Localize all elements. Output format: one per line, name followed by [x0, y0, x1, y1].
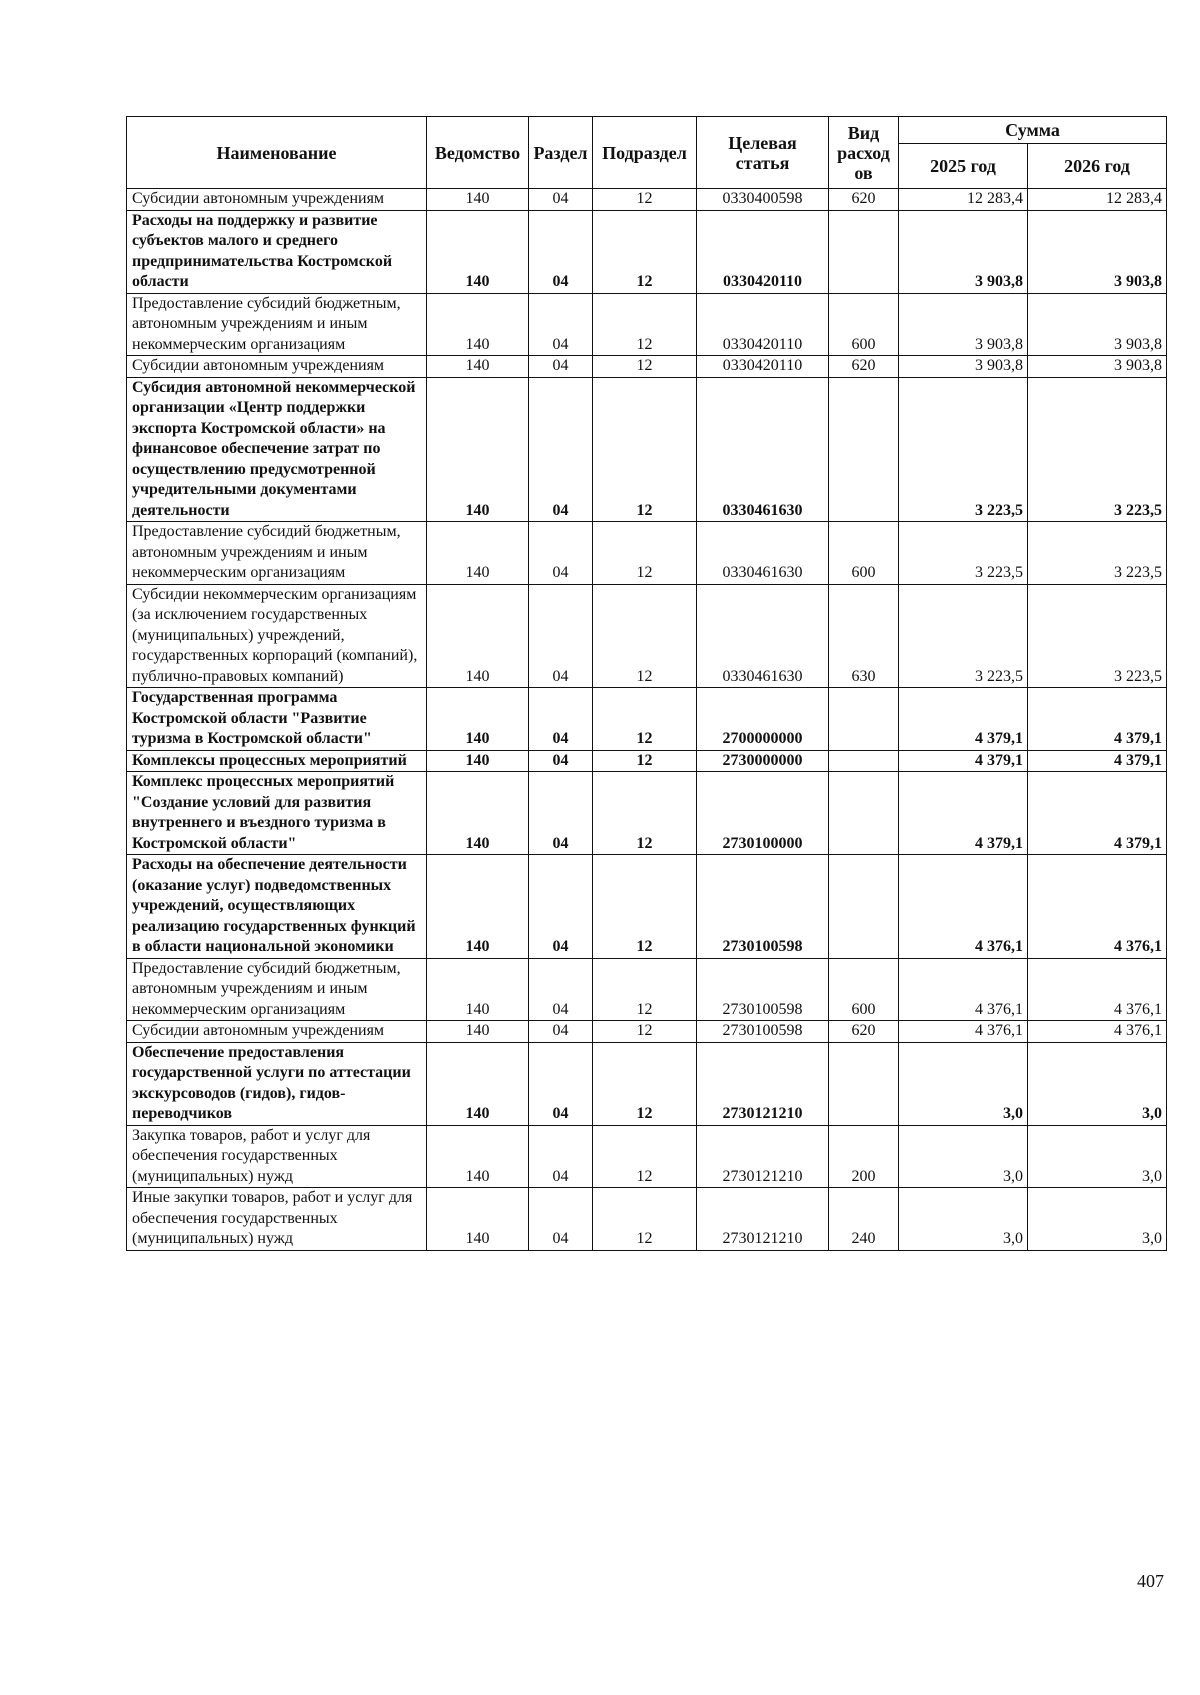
cell-target-article: 0330461630	[697, 522, 829, 585]
cell-department: 140	[427, 293, 529, 356]
cell-sum-2025: 4 379,1	[899, 688, 1028, 751]
cell-sum-2026: 3,0	[1028, 1188, 1167, 1251]
cell-sum-2026: 3 223,5	[1028, 522, 1167, 585]
header-sum: Сумма	[899, 117, 1167, 144]
cell-sum-2025: 3,0	[899, 1125, 1028, 1188]
cell-sum-2026: 4 376,1	[1028, 855, 1167, 959]
cell-name: Субсидии автономным учреждениям	[127, 1021, 427, 1043]
cell-name: Субсидии некоммерческим организациям (за исключением государственных (муниципальных) учреждений, государственных корпораций (компаний), публично-правовых компаний)	[127, 584, 427, 688]
cell-department: 140	[427, 584, 529, 688]
cell-section: 04	[529, 855, 593, 959]
cell-expense-type	[829, 210, 899, 293]
cell-department: 140	[427, 377, 529, 522]
cell-department: 140	[427, 1021, 529, 1043]
cell-section: 04	[529, 750, 593, 772]
table-row	[127, 522, 1167, 585]
cell-sum-2026: 4 376,1	[1028, 1021, 1167, 1043]
cell-expense-type: 200	[829, 1125, 899, 1188]
cell-department: 140	[427, 356, 529, 378]
cell-sum-2025: 3 903,8	[899, 356, 1028, 378]
cell-department: 140	[427, 772, 529, 855]
cell-sum-2025: 3 223,5	[899, 377, 1028, 522]
cell-name: Комплекс процессных мероприятий "Создание условий для развития внутреннего и въездного туризма в Костромской области"	[127, 772, 427, 855]
cell-subsection: 12	[593, 1125, 697, 1188]
cell-sum-2026: 4 379,1	[1028, 750, 1167, 772]
cell-target-article: 2730100598	[697, 855, 829, 959]
cell-name: Расходы на обеспечение деятельности (оказание услуг) подведомственных учреждений, осуществляющих реализацию государственных функций в области национальной экономики	[127, 855, 427, 959]
cell-target-article: 2730121210	[697, 1188, 829, 1251]
cell-name: Предоставление субсидий бюджетным, автономным учреждениям и иным некоммерческим организациям	[127, 958, 427, 1021]
cell-name: Субсидия автономной некоммерческой организации «Центр поддержки экспорта Костромской области» на финансовое обеспечение затрат по осуществлению предусмотренной учредительными документами деятельности	[127, 377, 427, 522]
cell-expense-type	[829, 750, 899, 772]
cell-section: 04	[529, 210, 593, 293]
cell-department: 140	[427, 1042, 529, 1125]
table-row	[127, 772, 1167, 855]
cell-section: 04	[529, 522, 593, 585]
table-row	[127, 688, 1167, 751]
cell-target-article: 0330400598	[697, 189, 829, 211]
cell-name: Расходы на поддержку и развитие субъектов малого и среднего предпринимательства Костромской области	[127, 210, 427, 293]
cell-expense-type: 620	[829, 1021, 899, 1043]
cell-sum-2026: 3,0	[1028, 1125, 1167, 1188]
cell-sum-2026: 3 903,8	[1028, 210, 1167, 293]
cell-target-article: 2730100598	[697, 958, 829, 1021]
header-target-article: Целевая статья	[697, 117, 829, 189]
cell-subsection: 12	[593, 855, 697, 959]
table-row	[127, 1042, 1167, 1125]
cell-expense-type	[829, 1042, 899, 1125]
cell-section: 04	[529, 1021, 593, 1043]
cell-target-article: 2730000000	[697, 750, 829, 772]
cell-sum-2025: 12 283,4	[899, 189, 1028, 211]
cell-sum-2025: 4 379,1	[899, 750, 1028, 772]
cell-target-article: 0330420110	[697, 356, 829, 378]
cell-subsection: 12	[593, 1188, 697, 1251]
cell-section: 04	[529, 584, 593, 688]
cell-expense-type	[829, 688, 899, 751]
cell-department: 140	[427, 688, 529, 751]
cell-name: Обеспечение предоставления государственной услуги по аттестации экскурсоводов (гидов), гидов-переводчиков	[127, 1042, 427, 1125]
cell-target-article: 2730121210	[697, 1042, 829, 1125]
header-section: Раздел	[529, 117, 593, 189]
header-expense-type: Вид расход ов	[829, 117, 899, 189]
cell-sum-2025: 3,0	[899, 1042, 1028, 1125]
cell-subsection: 12	[593, 772, 697, 855]
cell-expense-type: 600	[829, 958, 899, 1021]
table-row	[127, 189, 1167, 211]
cell-sum-2025: 3,0	[899, 1188, 1028, 1251]
cell-expense-type: 600	[829, 293, 899, 356]
table-row	[127, 377, 1167, 522]
cell-target-article: 2730100000	[697, 772, 829, 855]
budget-table	[126, 116, 1167, 1251]
table-row	[127, 855, 1167, 959]
cell-subsection: 12	[593, 210, 697, 293]
cell-subsection: 12	[593, 293, 697, 356]
cell-target-article: 2730121210	[697, 1125, 829, 1188]
header-year-2025: 2025 год	[899, 144, 1028, 189]
cell-name: Иные закупки товаров, работ и услуг для обеспечения государственных (муниципальных) нужд	[127, 1188, 427, 1251]
cell-sum-2025: 3 903,8	[899, 293, 1028, 356]
cell-name: Субсидии автономным учреждениям	[127, 189, 427, 211]
cell-section: 04	[529, 1125, 593, 1188]
cell-department: 140	[427, 1188, 529, 1251]
cell-sum-2026: 3 903,8	[1028, 356, 1167, 378]
cell-department: 140	[427, 189, 529, 211]
cell-section: 04	[529, 356, 593, 378]
cell-expense-type: 600	[829, 522, 899, 585]
table-row	[127, 293, 1167, 356]
cell-name: Комплексы процессных мероприятий	[127, 750, 427, 772]
cell-department: 140	[427, 1125, 529, 1188]
cell-department: 140	[427, 750, 529, 772]
cell-target-article: 0330461630	[697, 584, 829, 688]
cell-subsection: 12	[593, 688, 697, 751]
cell-sum-2025: 3 223,5	[899, 584, 1028, 688]
cell-target-article: 0330420110	[697, 293, 829, 356]
cell-name: Предоставление субсидий бюджетным, автономным учреждениям и иным некоммерческим организациям	[127, 293, 427, 356]
table-row	[127, 958, 1167, 1021]
header-year-2026: 2026 год	[1028, 144, 1167, 189]
cell-sum-2025: 3 903,8	[899, 210, 1028, 293]
cell-sum-2025: 4 376,1	[899, 1021, 1028, 1043]
cell-sum-2026: 4 376,1	[1028, 958, 1167, 1021]
cell-expense-type: 620	[829, 189, 899, 211]
cell-subsection: 12	[593, 356, 697, 378]
cell-sum-2025: 4 376,1	[899, 855, 1028, 959]
cell-subsection: 12	[593, 189, 697, 211]
table-row	[127, 1021, 1167, 1043]
cell-section: 04	[529, 688, 593, 751]
cell-name: Государственная программа Костромской области "Развитие туризма в Костромской области"	[127, 688, 427, 751]
cell-department: 140	[427, 855, 529, 959]
table-row	[127, 210, 1167, 293]
cell-subsection: 12	[593, 750, 697, 772]
cell-expense-type	[829, 377, 899, 522]
cell-section: 04	[529, 189, 593, 211]
cell-subsection: 12	[593, 958, 697, 1021]
cell-sum-2026: 4 379,1	[1028, 772, 1167, 855]
cell-target-article: 2730100598	[697, 1021, 829, 1043]
cell-expense-type	[829, 855, 899, 959]
cell-subsection: 12	[593, 1021, 697, 1043]
cell-sum-2026: 3 223,5	[1028, 377, 1167, 522]
cell-subsection: 12	[593, 584, 697, 688]
cell-sum-2025: 3 223,5	[899, 522, 1028, 585]
header-subsection: Подраздел	[593, 117, 697, 189]
table-row	[127, 750, 1167, 772]
cell-sum-2025: 4 376,1	[899, 958, 1028, 1021]
cell-sum-2026: 3 223,5	[1028, 584, 1167, 688]
cell-target-article: 0330461630	[697, 377, 829, 522]
table-row	[127, 1125, 1167, 1188]
cell-sum-2026: 4 379,1	[1028, 688, 1167, 751]
cell-name: Предоставление субсидий бюджетным, автономным учреждениям и иным некоммерческим организациям	[127, 522, 427, 585]
cell-subsection: 12	[593, 1042, 697, 1125]
cell-target-article: 2700000000	[697, 688, 829, 751]
table-body	[127, 189, 1167, 1251]
cell-expense-type: 620	[829, 356, 899, 378]
table-row	[127, 1188, 1167, 1251]
cell-section: 04	[529, 772, 593, 855]
cell-target-article: 0330420110	[697, 210, 829, 293]
cell-sum-2026: 3,0	[1028, 1042, 1167, 1125]
cell-section: 04	[529, 1042, 593, 1125]
cell-section: 04	[529, 293, 593, 356]
cell-department: 140	[427, 210, 529, 293]
cell-section: 04	[529, 377, 593, 522]
cell-subsection: 12	[593, 522, 697, 585]
table-row	[127, 356, 1167, 378]
cell-section: 04	[529, 1188, 593, 1251]
cell-expense-type: 630	[829, 584, 899, 688]
cell-department: 140	[427, 958, 529, 1021]
table-header	[127, 117, 1167, 189]
header-name: Наименование	[127, 117, 427, 189]
cell-sum-2026: 3 903,8	[1028, 293, 1167, 356]
cell-name: Субсидии автономным учреждениям	[127, 356, 427, 378]
cell-name: Закупка товаров, работ и услуг для обеспечения государственных (муниципальных) нужд	[127, 1125, 427, 1188]
cell-expense-type: 240	[829, 1188, 899, 1251]
page-number: 407	[1137, 1571, 1164, 1591]
table-row	[127, 584, 1167, 688]
cell-section: 04	[529, 958, 593, 1021]
cell-department: 140	[427, 522, 529, 585]
cell-sum-2026: 12 283,4	[1028, 189, 1167, 211]
cell-expense-type	[829, 772, 899, 855]
cell-sum-2025: 4 379,1	[899, 772, 1028, 855]
cell-subsection: 12	[593, 377, 697, 522]
header-department: Ведомство	[427, 117, 529, 189]
